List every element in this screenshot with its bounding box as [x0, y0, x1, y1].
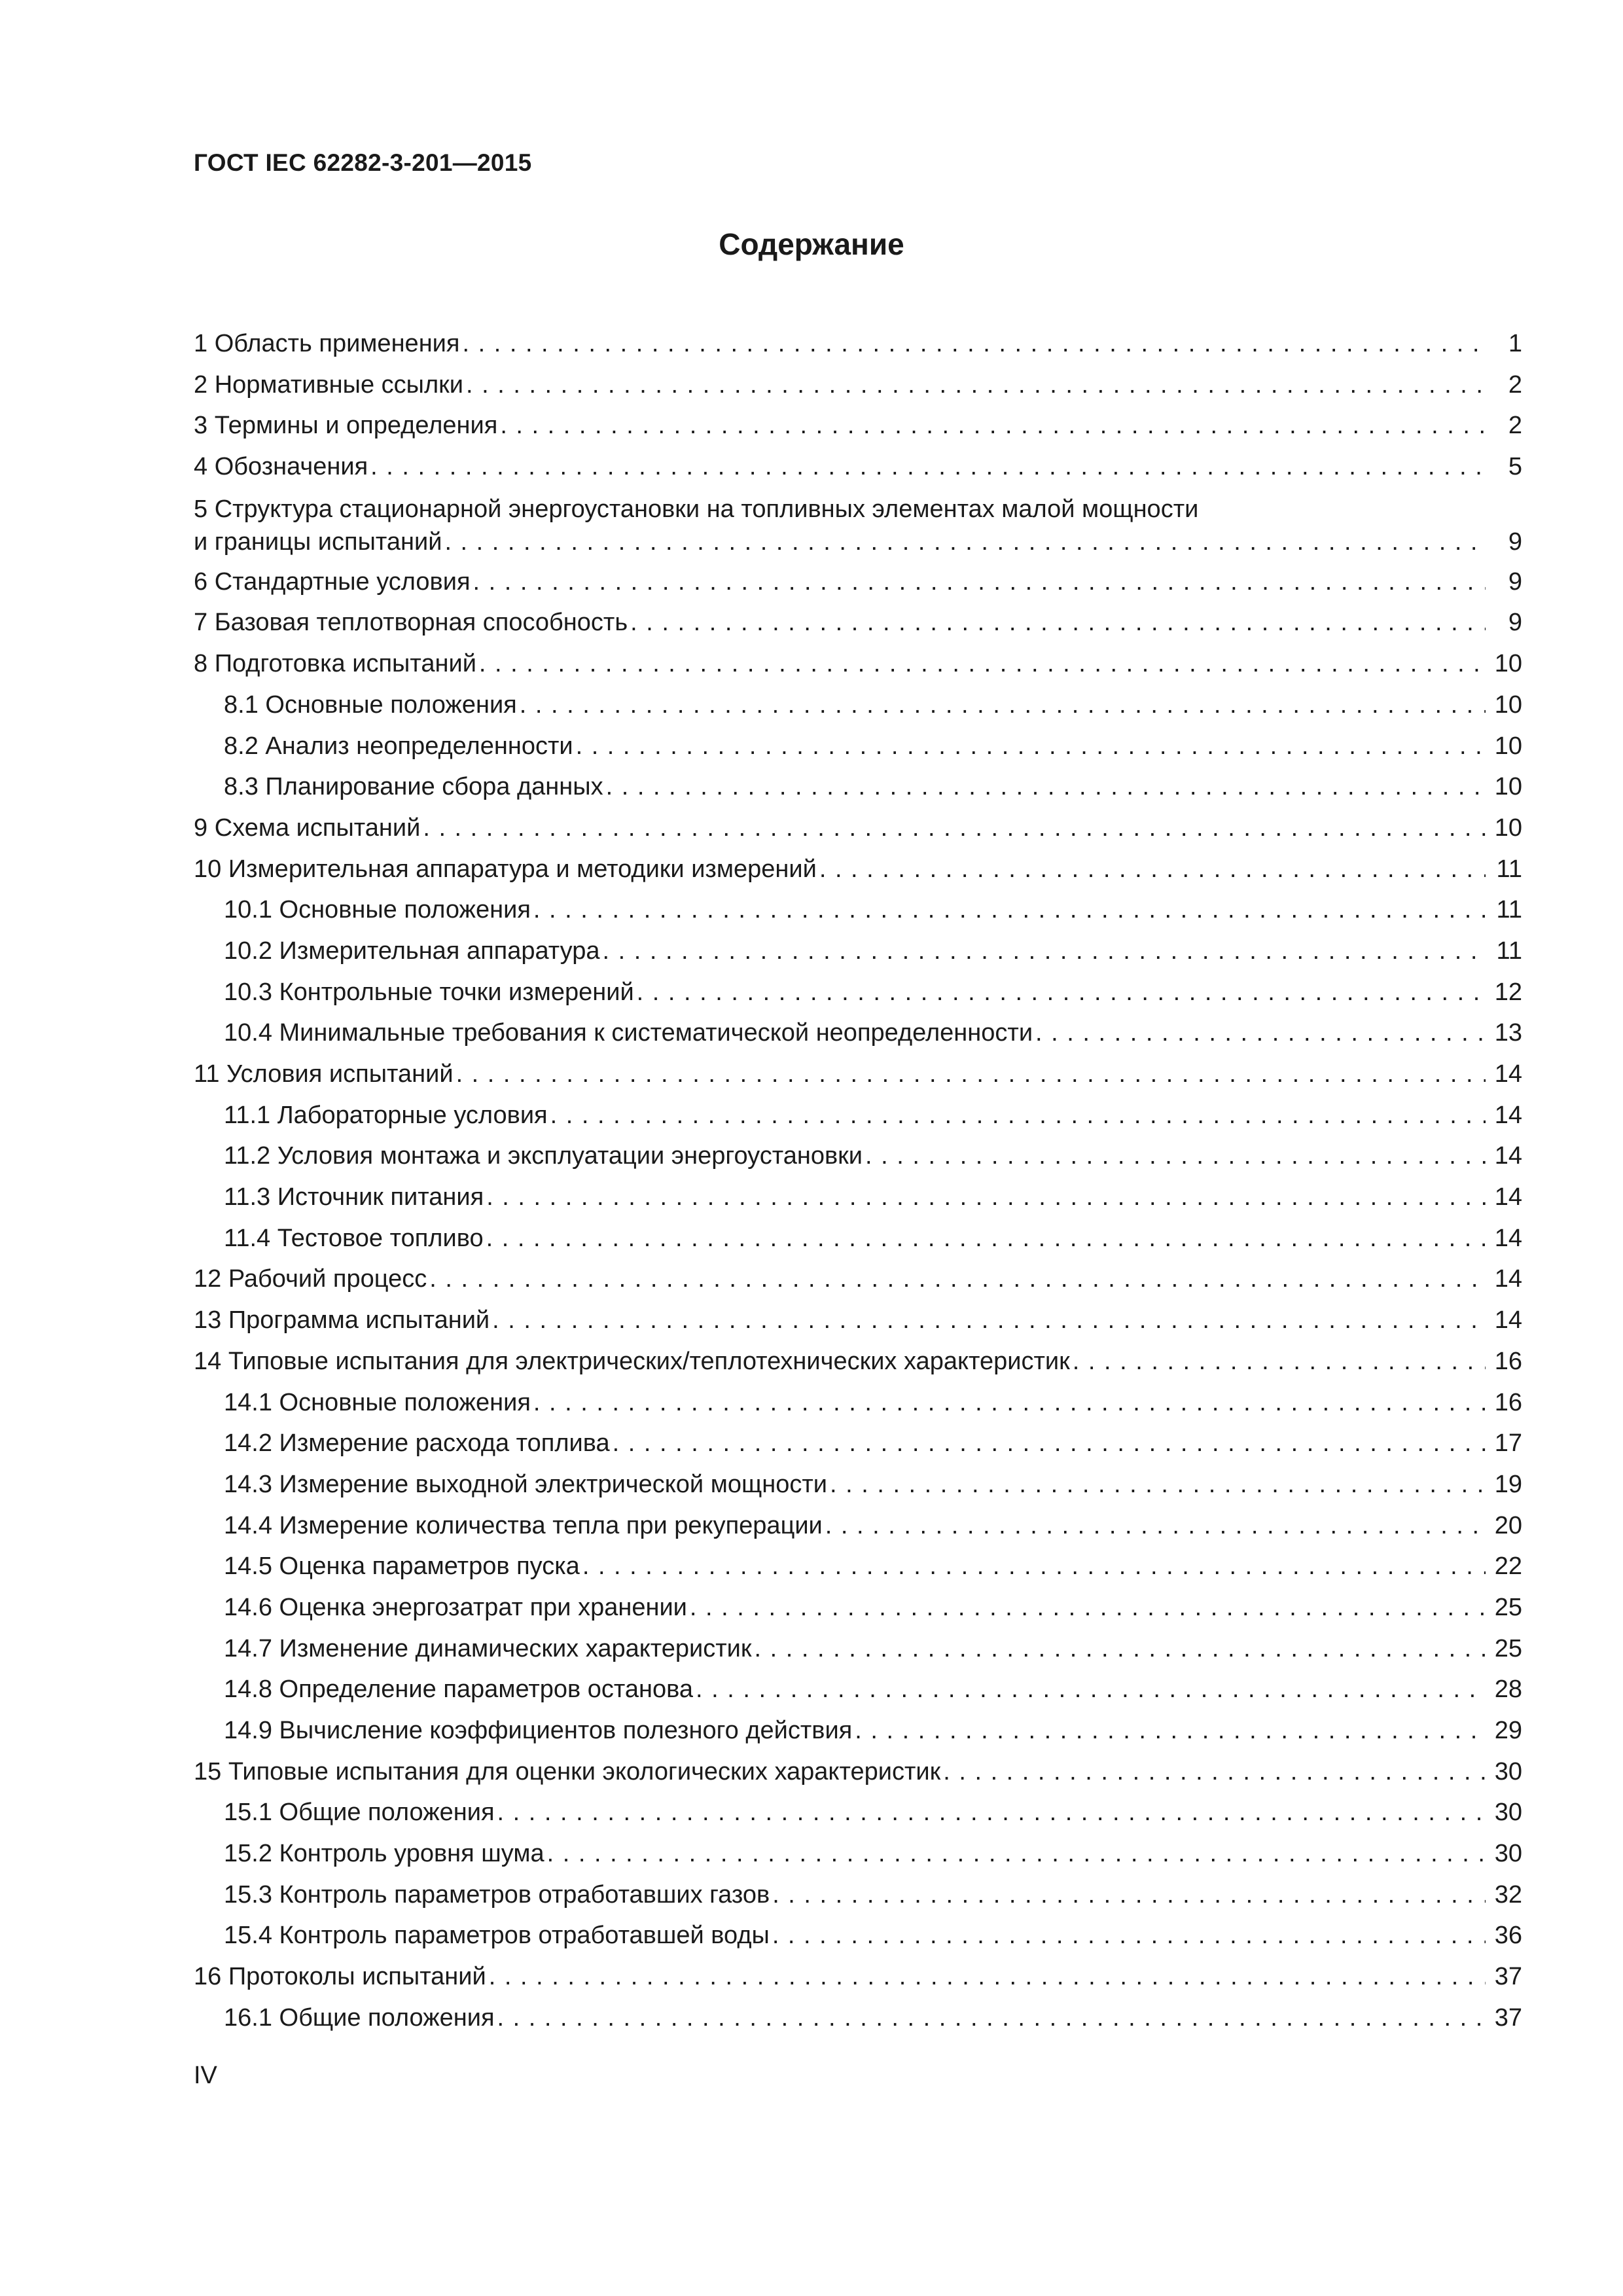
- toc-subentry[interactable]: [194, 1013, 1522, 1054]
- toc-entry-page: 9: [1508, 528, 1522, 556]
- toc-entry-page: 20: [1494, 1511, 1522, 1539]
- toc-subentry[interactable]: [194, 1833, 1522, 1874]
- toc-entry-page: 29: [1494, 1717, 1522, 1744]
- toc-entry-page: 14: [1494, 1101, 1522, 1129]
- toc-leader-dots: [462, 323, 1486, 365]
- toc-entry-page: 19: [1494, 1470, 1522, 1498]
- toc-leader-dots: [550, 1095, 1486, 1136]
- toc-subentry[interactable]: [194, 1874, 1522, 1916]
- toc-leader-dots: [943, 1751, 1486, 1793]
- toc-leader-dots: [497, 1792, 1486, 1833]
- toc-leader-dots: [547, 1833, 1486, 1874]
- toc-entry-page: 12: [1494, 978, 1522, 1006]
- table-of-contents: [194, 323, 1522, 2039]
- toc-subentry[interactable]: [194, 726, 1522, 767]
- toc-leader-dots: [819, 849, 1486, 890]
- toc-entry[interactable]: [194, 1054, 1522, 1095]
- toc-entry-page: 2: [1508, 412, 1522, 440]
- toc-entry-page: 11: [1496, 937, 1522, 965]
- toc-entry-label: 10.3 Контрольные точки измерений: [224, 978, 634, 1006]
- toc-leader-dots: [473, 562, 1486, 603]
- toc-entry[interactable]: [194, 1341, 1522, 1382]
- toc-entry-label: 10.1 Основные положения: [224, 896, 531, 924]
- toc-subentry[interactable]: [194, 1998, 1522, 2039]
- toc-subentry[interactable]: [194, 972, 1522, 1013]
- toc-leader-dots: [772, 1915, 1486, 1956]
- toc-leader-dots: [466, 365, 1486, 406]
- toc-entry-page: 10: [1494, 650, 1522, 678]
- toc-entry-label: 8.1 Основные положения: [224, 691, 517, 719]
- toc-title: Содержание: [719, 227, 904, 261]
- toc-entry-label: 15 Типовые испытания для оценки экологических характеристик: [194, 1757, 941, 1785]
- toc-entry-label: 9 Схема испытаний: [194, 814, 421, 842]
- toc-entry-page: 36: [1494, 1922, 1522, 1950]
- toc-leader-dots: [370, 446, 1486, 488]
- toc-leader-dots: [696, 1669, 1486, 1710]
- toc-entry-page: 11: [1496, 855, 1522, 883]
- toc-entry-page: 10: [1494, 691, 1522, 719]
- toc-subentry[interactable]: [194, 1710, 1522, 1751]
- toc-entry-page: 10: [1494, 732, 1522, 760]
- toc-subentry[interactable]: [194, 1669, 1522, 1710]
- toc-entry-label: 4 Обозначения: [194, 453, 368, 481]
- toc-entry-page: 2: [1508, 370, 1522, 399]
- toc-leader-dots: [1035, 1013, 1486, 1054]
- toc-entry-label: 10.4 Минимальные требования к систематической неопределенности: [224, 1019, 1033, 1047]
- toc-subentry[interactable]: [194, 1464, 1522, 1505]
- page-number: IV: [194, 2062, 217, 2089]
- toc-entry-label: 3 Термины и определения: [194, 412, 498, 440]
- document-code-header: ГОСТ IEC 62282-3-201—2015: [194, 149, 532, 176]
- toc-entry-page: 14: [1494, 1265, 1522, 1293]
- toc-entry-page: 1: [1508, 330, 1522, 357]
- toc-entry-page: 14: [1494, 1060, 1522, 1088]
- toc-leader-dots: [637, 972, 1486, 1013]
- toc-entry-page: 10: [1494, 773, 1522, 801]
- toc-entry-label: 14.3 Измерение выходной электрической мощности: [224, 1470, 827, 1498]
- toc-entry-label: 12 Рабочий процесс: [194, 1265, 427, 1293]
- toc-entry[interactable]: [194, 405, 1522, 446]
- toc-entry-label: 14.4 Измерение количества тепла при рекуперации: [224, 1511, 823, 1539]
- toc-entry-label: 14.2 Измерение расхода топлива: [224, 1429, 610, 1458]
- toc-entry-page: 16: [1494, 1347, 1522, 1375]
- toc-entry[interactable]: [194, 808, 1522, 849]
- toc-entry-label: 16 Протоколы испытаний: [194, 1963, 486, 1991]
- toc-entry-label: 14.8 Определение параметров останова: [224, 1676, 693, 1704]
- toc-entry-label: 10 Измерительная аппаратура и методики измерений: [194, 855, 817, 883]
- toc-subentry[interactable]: [194, 1095, 1522, 1136]
- toc-subentry[interactable]: [194, 1218, 1522, 1259]
- toc-leader-dots: [479, 643, 1486, 685]
- toc-entry-page: 14: [1494, 1183, 1522, 1211]
- toc-entry-label: 14.6 Оценка энергозатрат при хранении: [224, 1593, 687, 1621]
- toc-entry-label-line1: 5 Структура стационарной энергоустановки на топливных элементах малой мощности: [194, 495, 1199, 523]
- toc-subentry[interactable]: [194, 1792, 1522, 1833]
- toc-entry[interactable]: [194, 849, 1522, 890]
- toc-entry[interactable]: [194, 1259, 1522, 1300]
- toc-entry[interactable]: [194, 446, 1522, 488]
- toc-subentry[interactable]: [194, 685, 1522, 726]
- toc-subentry[interactable]: [194, 1587, 1522, 1628]
- toc-entry-label: 14 Типовые испытания для электрических/теплотехнических характеристик: [194, 1347, 1070, 1375]
- toc-entry-page: 14: [1494, 1142, 1522, 1170]
- toc-leader-dots: [772, 1874, 1486, 1916]
- toc-entry-page: 14: [1494, 1224, 1522, 1252]
- toc-leader-dots: [602, 931, 1486, 972]
- toc-entry-label: 8.2 Анализ неопределенности: [224, 732, 573, 760]
- toc-subentry[interactable]: [194, 1628, 1522, 1670]
- toc-entry-label: 11.1 Лабораторные условия: [224, 1101, 548, 1129]
- toc-leader-dots: [755, 1628, 1486, 1670]
- toc-entry-page: 22: [1494, 1552, 1522, 1581]
- toc-subentry[interactable]: [194, 1136, 1522, 1177]
- toc-leader-dots: [500, 405, 1486, 446]
- toc-entry[interactable]: [194, 602, 1522, 643]
- toc-entry-page: 16: [1494, 1388, 1522, 1416]
- toc-entry-label: 16.1 Общие положения: [224, 2003, 495, 2032]
- toc-entry-label: 11.2 Условия монтажа и эксплуатации энергоустановки: [224, 1142, 863, 1170]
- toc-entry-page: 14: [1494, 1306, 1522, 1335]
- toc-leader-dots: [855, 1710, 1486, 1751]
- toc-entry-label: 15.3 Контроль параметров отработавших газов: [224, 1880, 770, 1909]
- toc-entry-label: 14.1 Основные положения: [224, 1388, 531, 1416]
- toc-entry[interactable]: [194, 365, 1522, 406]
- toc-entry-page: 10: [1494, 814, 1522, 842]
- toc-leader-dots: [865, 1136, 1486, 1177]
- toc-entry-page: 13: [1494, 1019, 1522, 1047]
- toc-entry-page: 30: [1494, 1757, 1522, 1785]
- toc-entry-page: 30: [1494, 1840, 1522, 1868]
- toc-subentry[interactable]: [194, 889, 1522, 931]
- toc-entry-label-line2: и границы испытаний: [194, 528, 442, 556]
- toc-entry-label: 8 Подготовка испытаний: [194, 650, 476, 678]
- toc-entry-page: 32: [1494, 1880, 1522, 1909]
- toc-entry-label: 13 Программа испытаний: [194, 1306, 490, 1335]
- toc-leader-dots: [444, 526, 1486, 558]
- toc-entry-label: 10.2 Измерительная аппаратура: [224, 937, 600, 965]
- toc-leader-dots: [533, 889, 1486, 931]
- toc-entry-page: 25: [1494, 1593, 1522, 1621]
- toc-leader-dots: [486, 1177, 1486, 1218]
- toc-subentry[interactable]: [194, 931, 1522, 972]
- toc-entry-page: 5: [1508, 453, 1522, 481]
- toc-subentry[interactable]: [194, 1177, 1522, 1218]
- toc-entry[interactable]: [194, 323, 1522, 365]
- toc-leader-dots: [429, 1259, 1486, 1300]
- toc-entry-page: 28: [1494, 1676, 1522, 1704]
- toc-leader-dots: [1073, 1341, 1486, 1382]
- toc-subentry[interactable]: [194, 1915, 1522, 1956]
- toc-entry-label: 1 Область применения: [194, 330, 460, 357]
- toc-subentry[interactable]: [194, 1505, 1522, 1547]
- toc-entry-page: 9: [1508, 567, 1522, 596]
- toc-subentry[interactable]: [194, 766, 1522, 808]
- toc-entry-page: 11: [1496, 896, 1522, 924]
- toc-leader-dots: [613, 1423, 1486, 1464]
- toc-entry-label: 11.3 Источник питания: [224, 1183, 484, 1211]
- toc-entry-page: 9: [1508, 609, 1522, 637]
- toc-entry-label: 15.4 Контроль параметров отработавшей воды: [224, 1922, 770, 1950]
- toc-leader-dots: [497, 1998, 1486, 2039]
- toc-leader-dots: [520, 685, 1486, 726]
- toc-leader-dots: [492, 1300, 1486, 1341]
- toc-entry-label: 8.3 Планирование сбора данных: [224, 773, 603, 801]
- toc-leader-dots: [830, 1464, 1486, 1505]
- toc-leader-dots: [456, 1054, 1486, 1095]
- toc-entry[interactable]: [194, 1956, 1522, 1998]
- toc-entry-page: 37: [1494, 1963, 1522, 1991]
- toc-leader-dots: [576, 726, 1486, 767]
- toc-subentry[interactable]: [194, 1546, 1522, 1587]
- toc-entry[interactable]: [194, 488, 1522, 562]
- toc-entry-label: 2 Нормативные ссылки: [194, 370, 463, 399]
- toc-entry-label: 6 Стандартные условия: [194, 567, 471, 596]
- toc-subentry[interactable]: [194, 1423, 1522, 1464]
- toc-entry-page: 37: [1494, 2003, 1522, 2032]
- toc-leader-dots: [533, 1382, 1486, 1424]
- toc-entry-label: 14.9 Вычисление коэффициентов полезного действия: [224, 1717, 853, 1744]
- toc-leader-dots: [606, 766, 1486, 808]
- toc-leader-dots: [423, 808, 1486, 849]
- toc-entry[interactable]: [194, 1751, 1522, 1793]
- toc-entry-page: 17: [1494, 1429, 1522, 1458]
- toc-entry[interactable]: [194, 643, 1522, 685]
- toc-leader-dots: [630, 602, 1486, 643]
- toc-entry[interactable]: [194, 1300, 1522, 1341]
- toc-entry-label: 7 Базовая теплотворная способность: [194, 609, 628, 637]
- toc-leader-dots: [582, 1546, 1486, 1587]
- toc-entry-label: 14.7 Изменение динамических характеристик: [224, 1634, 752, 1662]
- toc-leader-dots: [825, 1505, 1486, 1547]
- toc-entry[interactable]: [194, 562, 1522, 603]
- toc-entry-label: 11.4 Тестовое топливо: [224, 1224, 484, 1252]
- toc-entry-label: 15.1 Общие положения: [224, 1799, 495, 1827]
- toc-entry-label: 15.2 Контроль уровня шума: [224, 1840, 544, 1868]
- toc-leader-dots: [489, 1956, 1486, 1998]
- toc-subentry[interactable]: [194, 1382, 1522, 1424]
- toc-entry-page: 25: [1494, 1634, 1522, 1662]
- toc-entry-label: 14.5 Оценка параметров пуска: [224, 1552, 580, 1581]
- toc-entry-page: 30: [1494, 1799, 1522, 1827]
- toc-leader-dots: [690, 1587, 1486, 1628]
- toc-entry-label: 11 Условия испытаний: [194, 1060, 454, 1088]
- toc-leader-dots: [486, 1218, 1486, 1259]
